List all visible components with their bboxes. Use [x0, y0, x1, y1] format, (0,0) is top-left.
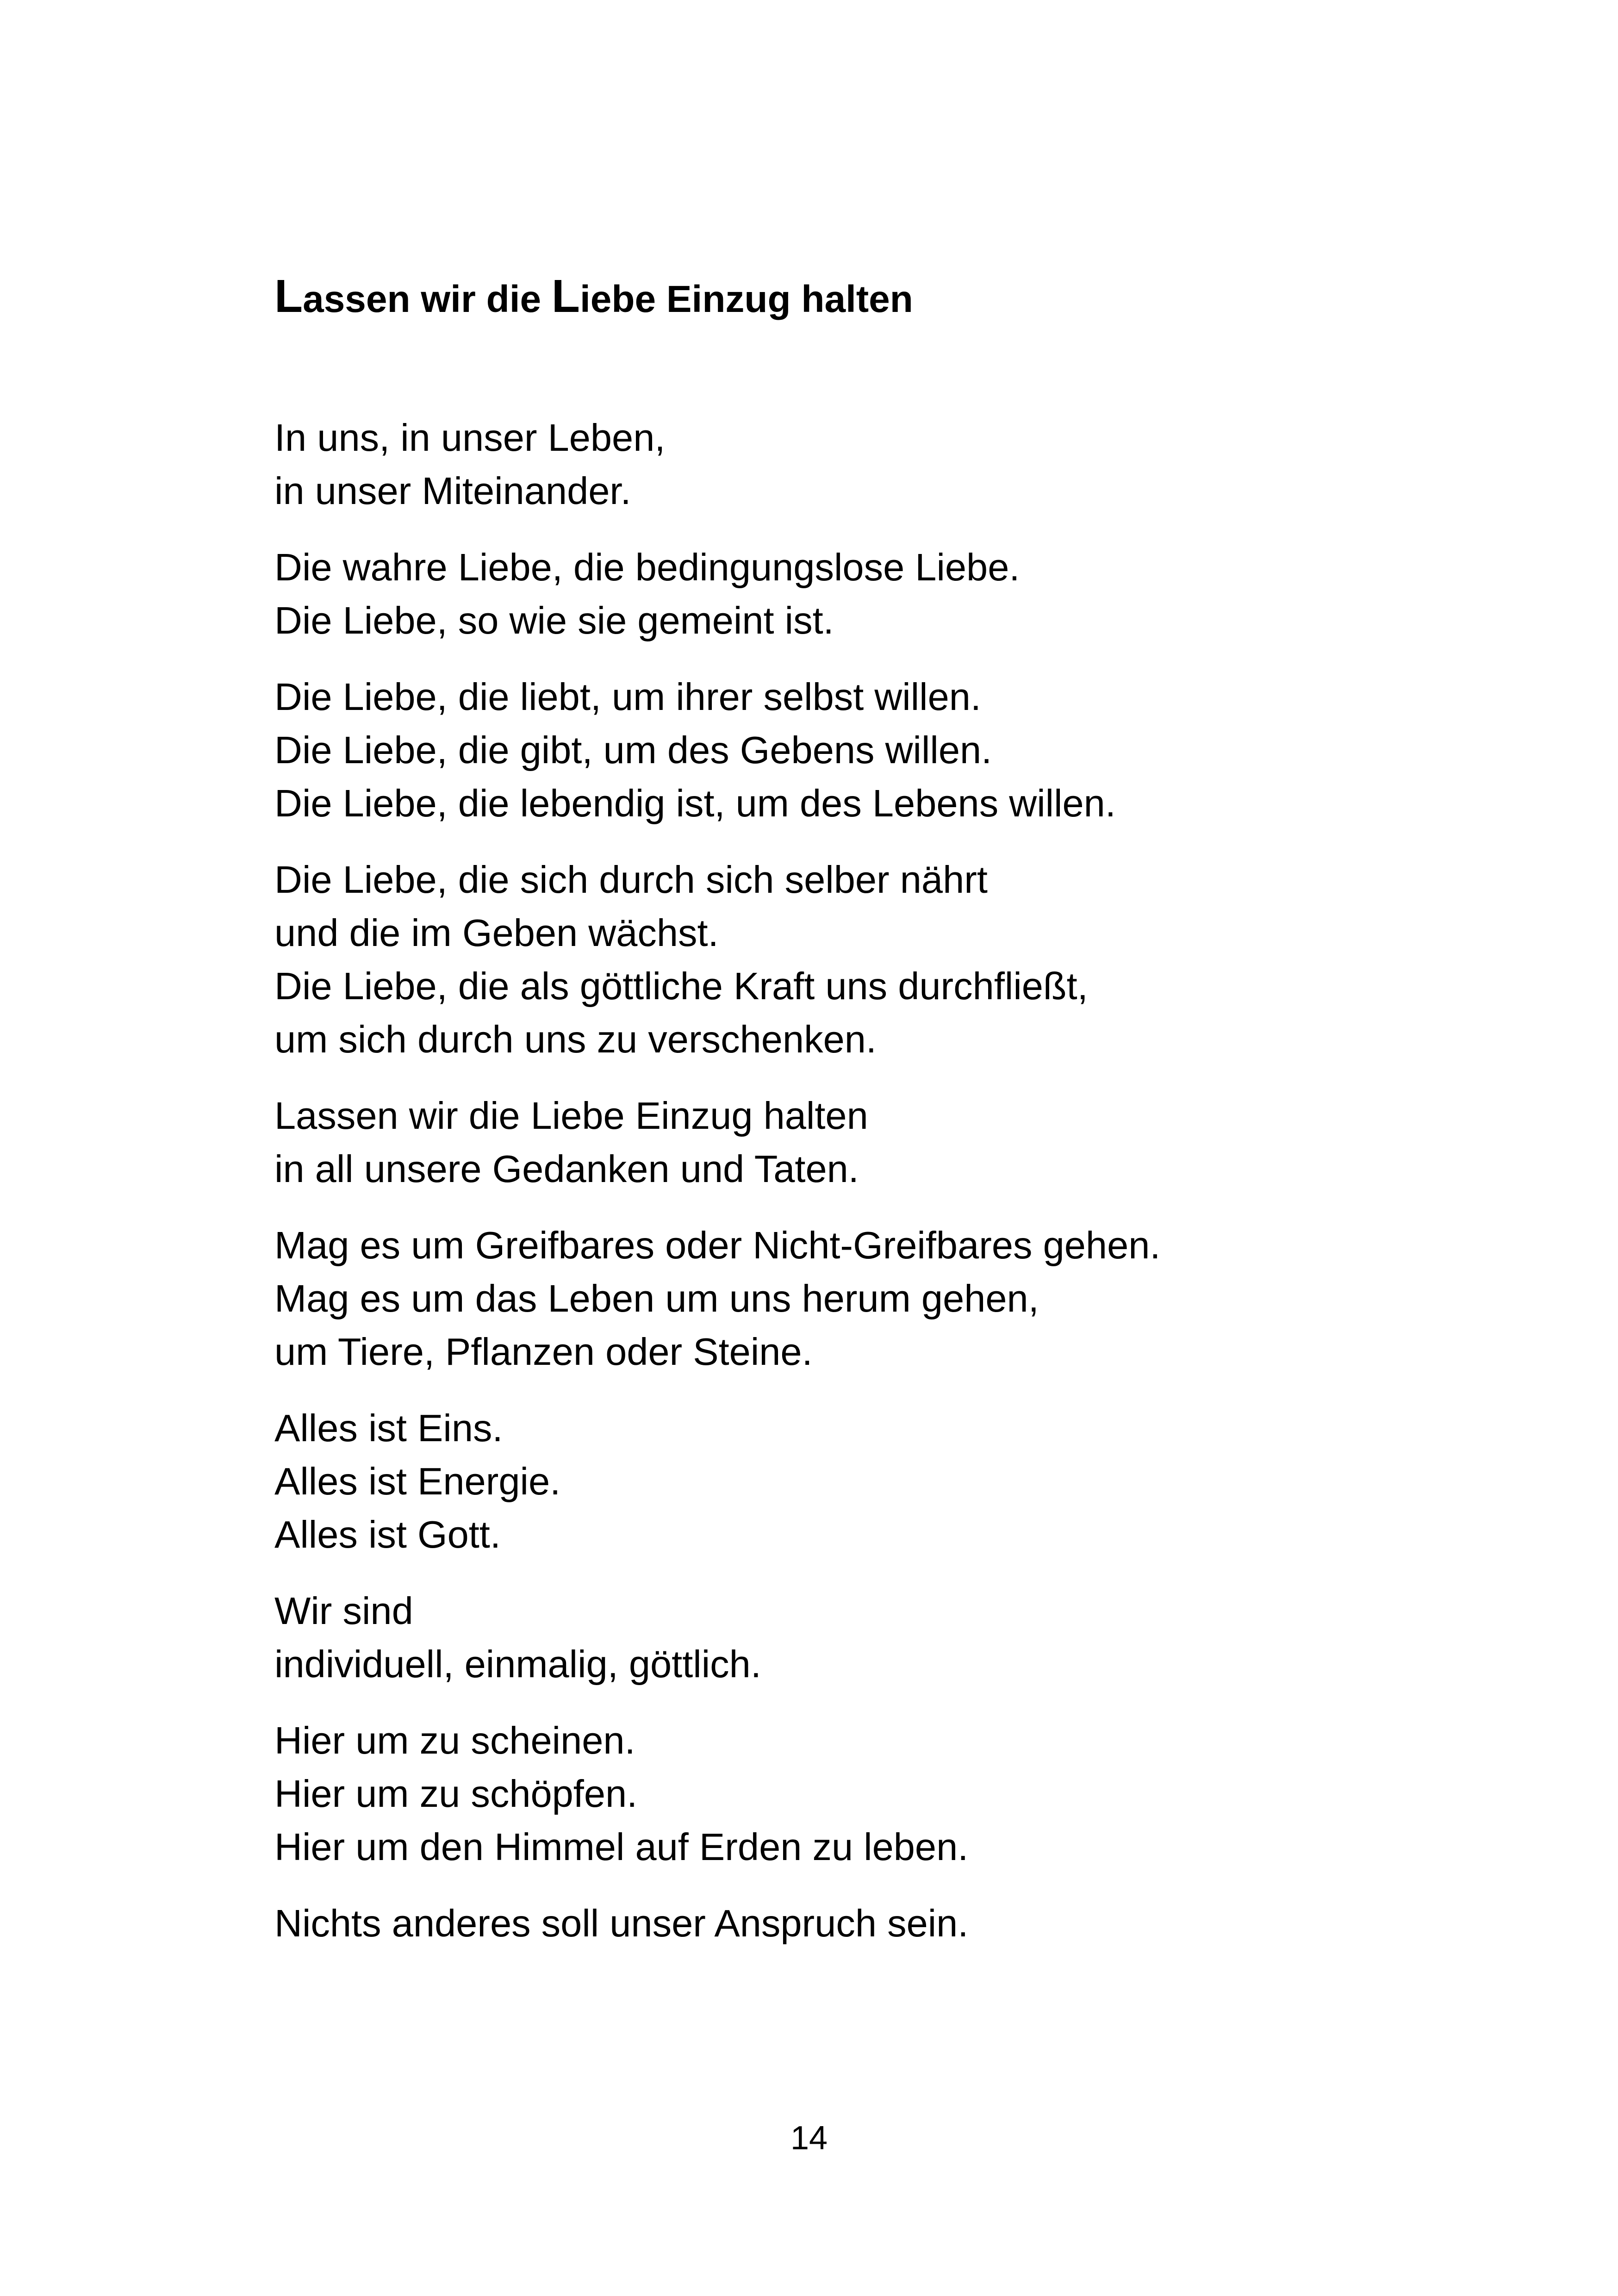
- poem-line: Die Liebe, so wie sie gemeint ist.: [274, 599, 834, 642]
- poem-line: Die Liebe, die als göttliche Kraft uns durchfließt,: [274, 964, 1088, 1008]
- poem-line: Die Liebe, die sich durch sich selber nährt: [274, 858, 988, 901]
- poem-line: Die wahre Liebe, die bedingungslose Liebe.: [274, 546, 1020, 589]
- poem-line: In uns, in unser Leben,: [274, 416, 666, 459]
- title-initial-1: L: [274, 270, 303, 322]
- title-initial-2: L: [551, 270, 580, 322]
- stanza: [274, 411, 1478, 517]
- stanza: [274, 1089, 1478, 1195]
- poem-line: Die Liebe, die liebt, um ihrer selbst willen.: [274, 675, 981, 718]
- poem-line: Alles ist Eins.: [274, 1406, 503, 1450]
- poem-line: um sich durch uns zu verschenken.: [274, 1018, 877, 1061]
- stanza: [274, 670, 1478, 830]
- poem-line: Mag es um Greifbares oder Nicht-Greifbares gehen.: [274, 1224, 1161, 1267]
- page-number: 14: [790, 2120, 828, 2157]
- poem-line: Alles ist Energie.: [274, 1460, 561, 1503]
- stanza: [274, 1584, 1478, 1691]
- stanza: [274, 1401, 1478, 1561]
- title-text-1: assen wir die: [303, 278, 552, 320]
- poem-line: Hier um zu scheinen.: [274, 1719, 635, 1762]
- poem-title: [274, 270, 913, 323]
- poem-line: Lassen wir die Liebe Einzug halten: [274, 1094, 868, 1137]
- poem-line: um Tiere, Pflanzen oder Steine.: [274, 1330, 813, 1373]
- poem-line: Hier um zu schöpfen.: [274, 1772, 638, 1815]
- poem-line: Alles ist Gott.: [274, 1513, 501, 1556]
- poem-line: Hier um den Himmel auf Erden zu leben.: [274, 1825, 969, 1868]
- stanza: [274, 541, 1478, 647]
- poem-line: Die Liebe, die gibt, um des Gebens willen.: [274, 728, 992, 772]
- poem-line: Nichts anderes soll unser Anspruch sein.: [274, 1902, 969, 1945]
- poem-line: Wir sind: [274, 1589, 413, 1632]
- poem-line: individuell, einmalig, göttlich.: [274, 1643, 761, 1686]
- poem-line: Mag es um das Leben um uns herum gehen,: [274, 1277, 1039, 1320]
- poem-line: in unser Miteinander.: [274, 469, 631, 512]
- title-text-2: iebe Einzug halten: [580, 278, 913, 320]
- poem-line: und die im Geben wächst.: [274, 911, 719, 954]
- poem-line: Die Liebe, die lebendig ist, um des Lebens willen.: [274, 782, 1116, 825]
- poem-body: [274, 411, 1478, 1973]
- stanza: [274, 853, 1478, 1066]
- stanza: [274, 1219, 1478, 1378]
- stanza: [274, 1714, 1478, 1873]
- stanza: [274, 1897, 1478, 1950]
- poem-line: in all unsere Gedanken und Taten.: [274, 1147, 859, 1190]
